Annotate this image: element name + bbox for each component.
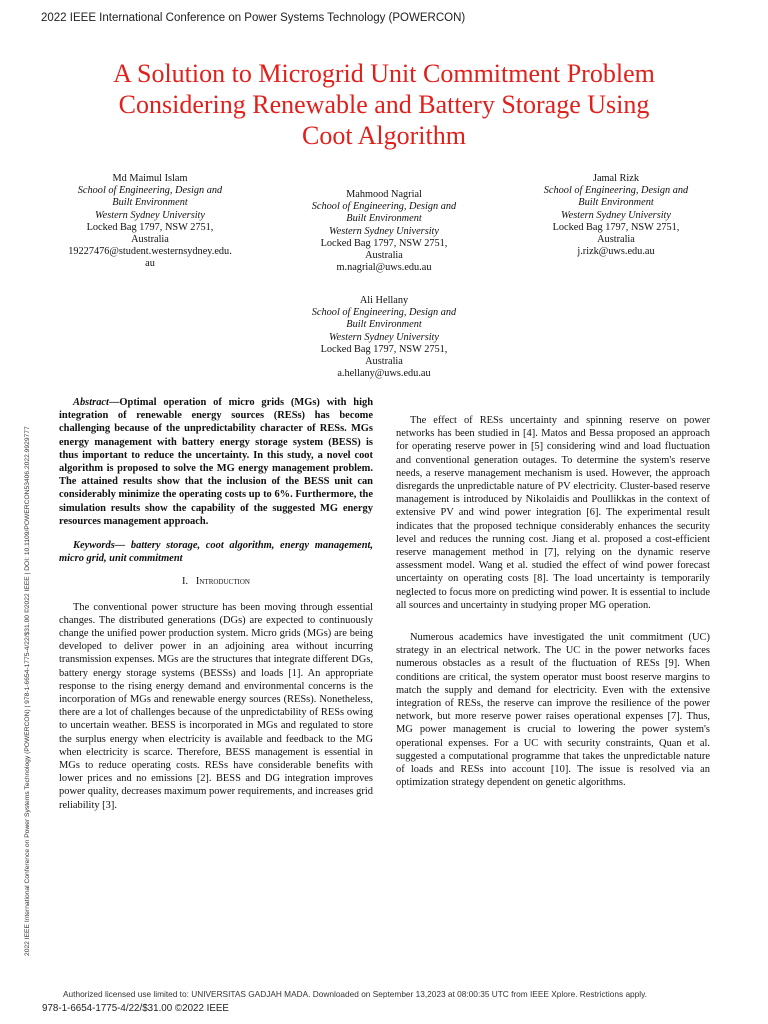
body-paragraph: Numerous academics have investigated the unit commitment (UC) strategy in an electrical network. The UC in the power networks faces numerous obstacles as a result of the fluctuation of RESs [9]. When conditions are critical, the system operator must boost reserve margins to match the supply and demand for electricity. Even with the extensive integration of RESs, the reserve can improve the resilience of the power network, but more reserve power raises operational expenses [7]. Thus, MG power management is crucial to lowering the power system's operational expenses. For a UC with security constraints, Quan et al. suggested a computational programme that takes the unpredictable nature of loads and RESs into account [10]. The issue is resolved via an optimization strategy dependent on genetic algorithms. [396, 632, 710, 789]
author-name: Ali Hellany [359, 295, 409, 306]
keywords-label: Keywords [73, 540, 115, 552]
left-column [59, 396, 373, 812]
author-dept: Built Environment [346, 319, 422, 331]
author-dept: School of Engineering, Design and [77, 185, 223, 197]
author-dept: Built Environment [578, 197, 654, 209]
author-dept: Built Environment [112, 197, 188, 209]
author-address: Locked Bag 1797, NSW 2751, [552, 221, 680, 233]
title-line: Coot Algorithm [302, 121, 466, 150]
author-dept: School of Engineering, Design and [311, 201, 457, 213]
author-address: Locked Bag 1797, NSW 2751, [320, 343, 448, 355]
author-dept: Built Environment [346, 213, 422, 225]
author-email: j.rizk@uws.edu.au [577, 246, 655, 258]
author-block-1 [50, 173, 250, 271]
keywords-text: battery storage, coot algorithm, energy management, micro grid, unit commitment [59, 540, 374, 565]
author-university: Western Sydney University [561, 209, 671, 221]
license-footer: Authorized licensed use limited to: UNIVERSITAS GADJAH MADA. Downloaded on September 13,2023 at 08:00:35 UTC from IEEE Xplore. Restrictions apply. [63, 989, 647, 999]
keywords [59, 539, 373, 565]
intro-paragraph: The conventional power structure has been moving through essential changes. The distributed generations (DGs) are expected to continuously change the unified power production system. Micro grids (MGs) are being developed to deliver power in an adjoining area without incurring transmission expenses. MGs are the structures that integrate different DGs, battery energy storage systems (BESSs) and loads [1]. An appropriate response to the rising energy demand and environmental concerns is the incorporation of MGs and renewable energy sources (RESs). Nonetheless, there are a lot of challenges because of the unpredictability of RESs owing to uncertain weather. BESS is incorporated in MGs and regulated to store the surplus energy when electricity is available and feedback to the MG when electricity is scarce. Therefore, BESS management is essential in MGs to reduce operating costs. RESs have considerable benefits with lower prices and no emissions [2]. BESS and DG integration improves power quality, decreases maximum power requirements, and increases grid reliability [3]. [59, 601, 373, 811]
title-line: A Solution to Microgrid Unit Commitment Problem [113, 59, 655, 88]
author-email: a.hellany@uws.edu.au [337, 368, 431, 380]
author-address: Locked Bag 1797, NSW 2751, [320, 237, 448, 249]
paper-title [40, 58, 728, 151]
section-title: ntroduction [199, 576, 250, 588]
author-name: Mahmood Nagrial [346, 189, 422, 200]
section-heading-introduction [59, 575, 373, 588]
section-initial: I [195, 576, 200, 588]
author-country: Australia [131, 234, 169, 246]
author-email: m.nagrial@uws.edu.au [336, 262, 432, 274]
author-address: Locked Bag 1797, NSW 2751, [86, 221, 214, 233]
author-university: Western Sydney University [95, 209, 205, 221]
author-block-2 [284, 189, 484, 274]
abstract [59, 396, 373, 528]
body-paragraph: The effect of RESs uncertainty and spinning reserve on power networks has been studied in [4]. Matos and Bessa proposed an approach for operating reserve power in [5] considering wind and load fluctuation and conventional generation outages. To determine the system's reserve needs, a reserve management mechanism is used. However, the approach disregards the unpredictable nature of PV electricity. Cluster-based reserve management is introduced by Nikolaidis and Poullikkas in the context of extensive PV and wind power integration [6]. The experimental result indicates that the proposed technique considerably enhances the security level and reduces the running cost. Jiang et al. proposed a cost-efficient reserve management method in [7], relying on the dynamic reserve assessment model. Wang et al. studied the effect of wind power forecast uncertainty on operating costs [8]. The load uncertainty is temporarily neglected to focus more on predicting wind power. It is essential to include all sources and uncertainty in studying proper MG operation. [396, 415, 710, 611]
author-email: au [145, 258, 155, 270]
title-line: Considering Renewable and Battery Storage Using [118, 90, 650, 119]
author-university: Western Sydney University [329, 331, 439, 343]
author-country: Australia [365, 356, 403, 368]
right-column [396, 414, 710, 789]
keywords-dash: — [114, 540, 131, 552]
author-country: Australia [365, 250, 403, 262]
isbn-footer: 978-1-6654-1775-4/22/$31.00 ©2022 IEEE [42, 1003, 229, 1014]
author-country: Australia [597, 234, 635, 246]
conference-header: 2022 IEEE International Conference on Power Systems Technology (POWERCON) [41, 12, 466, 24]
section-numeral: I. [182, 576, 189, 588]
author-dept: School of Engineering, Design and [311, 307, 457, 319]
author-block-4 [284, 295, 484, 380]
author-university: Western Sydney University [329, 225, 439, 237]
side-doi-text: 2022 IEEE International Conference on Power Systems Technology (POWERCON) | 978-1-6654-1775-4/22/$31.00 ©2022 IEEE | DOI: 10.1109/POWERCON53406.2022.9929777 [24, 426, 31, 956]
author-name: Jamal Rizk [592, 173, 640, 184]
author-block-3 [516, 173, 716, 258]
abstract-dash: — [108, 397, 120, 408]
author-email: 19227476@student.westernsydney.edu. [68, 246, 232, 258]
author-dept: School of Engineering, Design and [543, 185, 689, 197]
abstract-label: Abstract [73, 397, 109, 408]
author-name: Md Maimul Islam [112, 173, 188, 184]
abstract-text: Optimal operation of micro grids (MGs) with high integration of renewable energy sources (RESs) has become challenging because of the unpredictability character of RESs. MGs energy management with battery energy storage system (BESS) is thus important to reduce the uncertainty. In this study, a novel coot algorithm is proposed to solve the MG energy management problem. The attained results show that the inclusion of the BESS unit can considerably minimize the operating costs up to 6%. Furthermore, the simulation results show the capability of the suggested MG energy resources management approach. [59, 397, 373, 527]
